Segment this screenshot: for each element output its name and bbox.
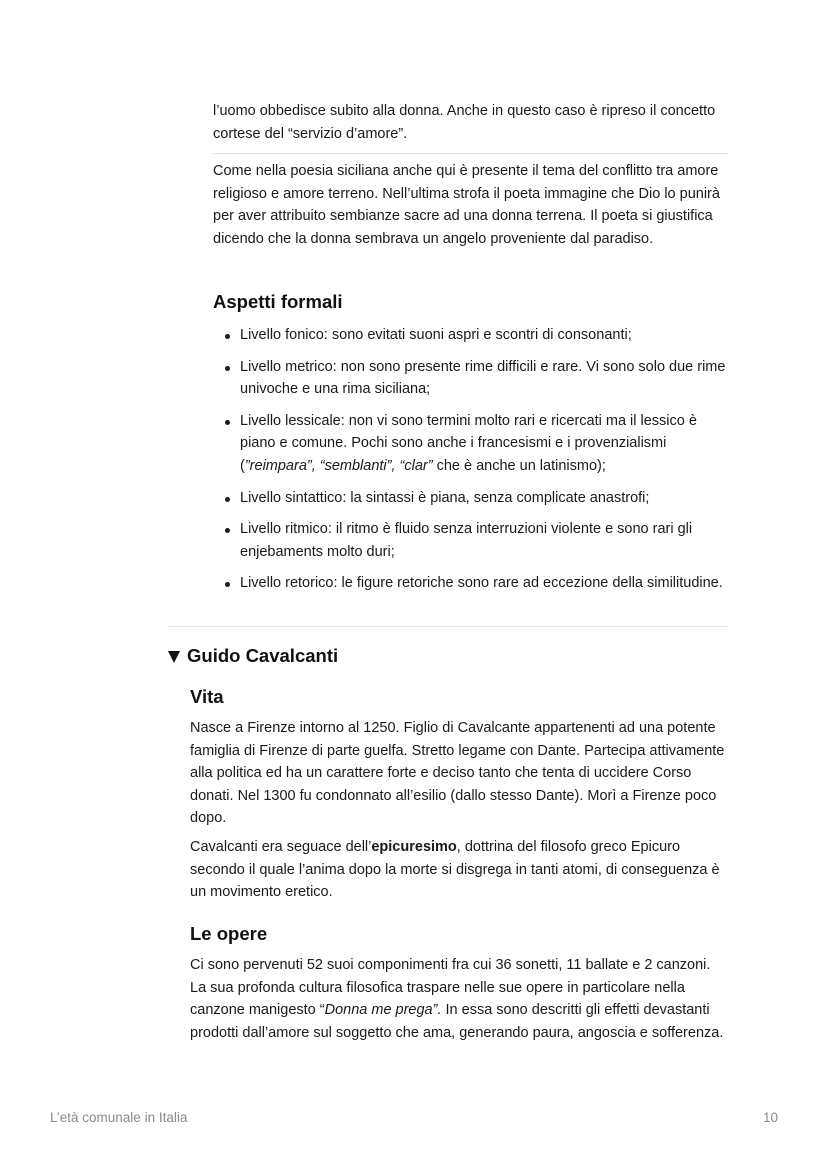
bullet-icon bbox=[225, 582, 230, 587]
list-item-italic: ”reimpara”, “semblanti”, “clar” bbox=[244, 457, 433, 474]
italic-title: Donna me prega”. bbox=[324, 1002, 442, 1019]
toggle-guido-cavalcanti[interactable] bbox=[168, 645, 338, 667]
text-span: Cavalcanti era seguace dell’ bbox=[190, 839, 372, 855]
paragraph-vita: Nasce a Firenze intorno al 1250. Figlio di Cavalcante appartenenti ad una potente famiglia di Firenze di parte guelfa. Stretto legame con Dante. Partecipa attivamente alla politica ed ha un carattere forte e deciso tanto che tenta di uccidere Corso donati. Nel 1300 fu condonnato all’esilio (dallo stesso Dante). Morì a Firenze poco dopo. bbox=[190, 720, 725, 827]
heading-le-opere: Le opere bbox=[190, 923, 268, 944]
list-item bbox=[213, 518, 728, 563]
bold-term: epicuresimo bbox=[371, 839, 457, 855]
text-span: , dottrina del filosofo greco Epicuro secondo il quale l’anima dopo la morte si disgrega in tanti atomi, di conseguenza è un movimento eretico. bbox=[190, 839, 720, 901]
paragraph-servizio-amore: l’uomo obbedisce subito alla donna. Anche in questo caso è ripreso il concetto cortese del “servizio d’amore”. bbox=[213, 103, 716, 142]
list-item-text: Livello fonico: sono evitati suoni aspri e scontri di consonanti; bbox=[240, 327, 632, 343]
divider bbox=[168, 626, 728, 627]
list-item-text: Livello ritmico: il ritmo è fluido senza interruzioni violente e sono rari gli enjebaments molto duri; bbox=[240, 521, 693, 560]
list-item bbox=[213, 356, 728, 401]
paragraph-epicuresimo bbox=[190, 836, 730, 904]
toggle-title: Guido Cavalcanti bbox=[187, 645, 339, 666]
list-item bbox=[213, 324, 728, 347]
bullet-icon bbox=[225, 528, 230, 533]
text-span: Ci sono pervenuti 52 suoi componimenti fra cui 36 sonetti, 11 ballate e 2 canzoni. La sua profonda cultura filosofica traspare nelle sue opere in particolare nella canzone manigesto “ bbox=[190, 957, 711, 1019]
list-item-text: che è anche un latinismo); bbox=[432, 457, 606, 474]
list-item-text: Livello metrico: non sono presente rime difficili e rare. Vi sono solo due rime univoche e una rima siciliana; bbox=[240, 358, 726, 398]
paragraph-conflitto-amore: Come nella poesia siciliana anche qui è presente il tema del conflitto tra amore religioso e amore terreno. Nell’ultima strofa il poeta immagine che Dio lo punirà per aver attribuito sembianze sacre ad una donna terrena. Il poeta si giustifica dicendo che la donna sembrava un angelo proveniente dal paradiso. bbox=[213, 163, 720, 247]
bullet-icon bbox=[225, 420, 230, 425]
bullet-icon bbox=[225, 497, 230, 502]
toggle-triangle-icon[interactable] bbox=[168, 651, 180, 663]
heading-aspetti-formali: Aspetti formali bbox=[213, 291, 343, 312]
list-item-text: Livello lessicale: non vi sono termini molto rari e ricercati ma il lessico è piano e comune. Pochi sono anche i francesismi e i provenzialismi ( bbox=[240, 412, 697, 474]
divider bbox=[213, 153, 728, 154]
footer-page-number: 10 bbox=[762, 1110, 778, 1125]
list-item bbox=[213, 572, 728, 595]
footer-document-title: L’età comunale in Italia bbox=[50, 1110, 188, 1125]
formal-aspects-list bbox=[213, 324, 728, 604]
paragraph-opere bbox=[190, 954, 730, 1044]
bullet-icon bbox=[225, 366, 230, 371]
list-item bbox=[213, 487, 728, 510]
bullet-icon bbox=[225, 334, 230, 339]
list-item-text: Livello retorico: le figure retoriche sono rare ad eccezione della similitudine. bbox=[240, 575, 723, 592]
heading-vita: Vita bbox=[190, 686, 224, 707]
text-span: In essa sono descritti gli effetti devastanti prodotti dall’amore sul soggetto che ama, generando paura, angoscia e sofferenza. bbox=[190, 1002, 724, 1041]
list-item-text: Livello sintattico: la sintassi è piana, senza complicate anastrofi; bbox=[240, 489, 650, 506]
list-item bbox=[213, 410, 728, 478]
